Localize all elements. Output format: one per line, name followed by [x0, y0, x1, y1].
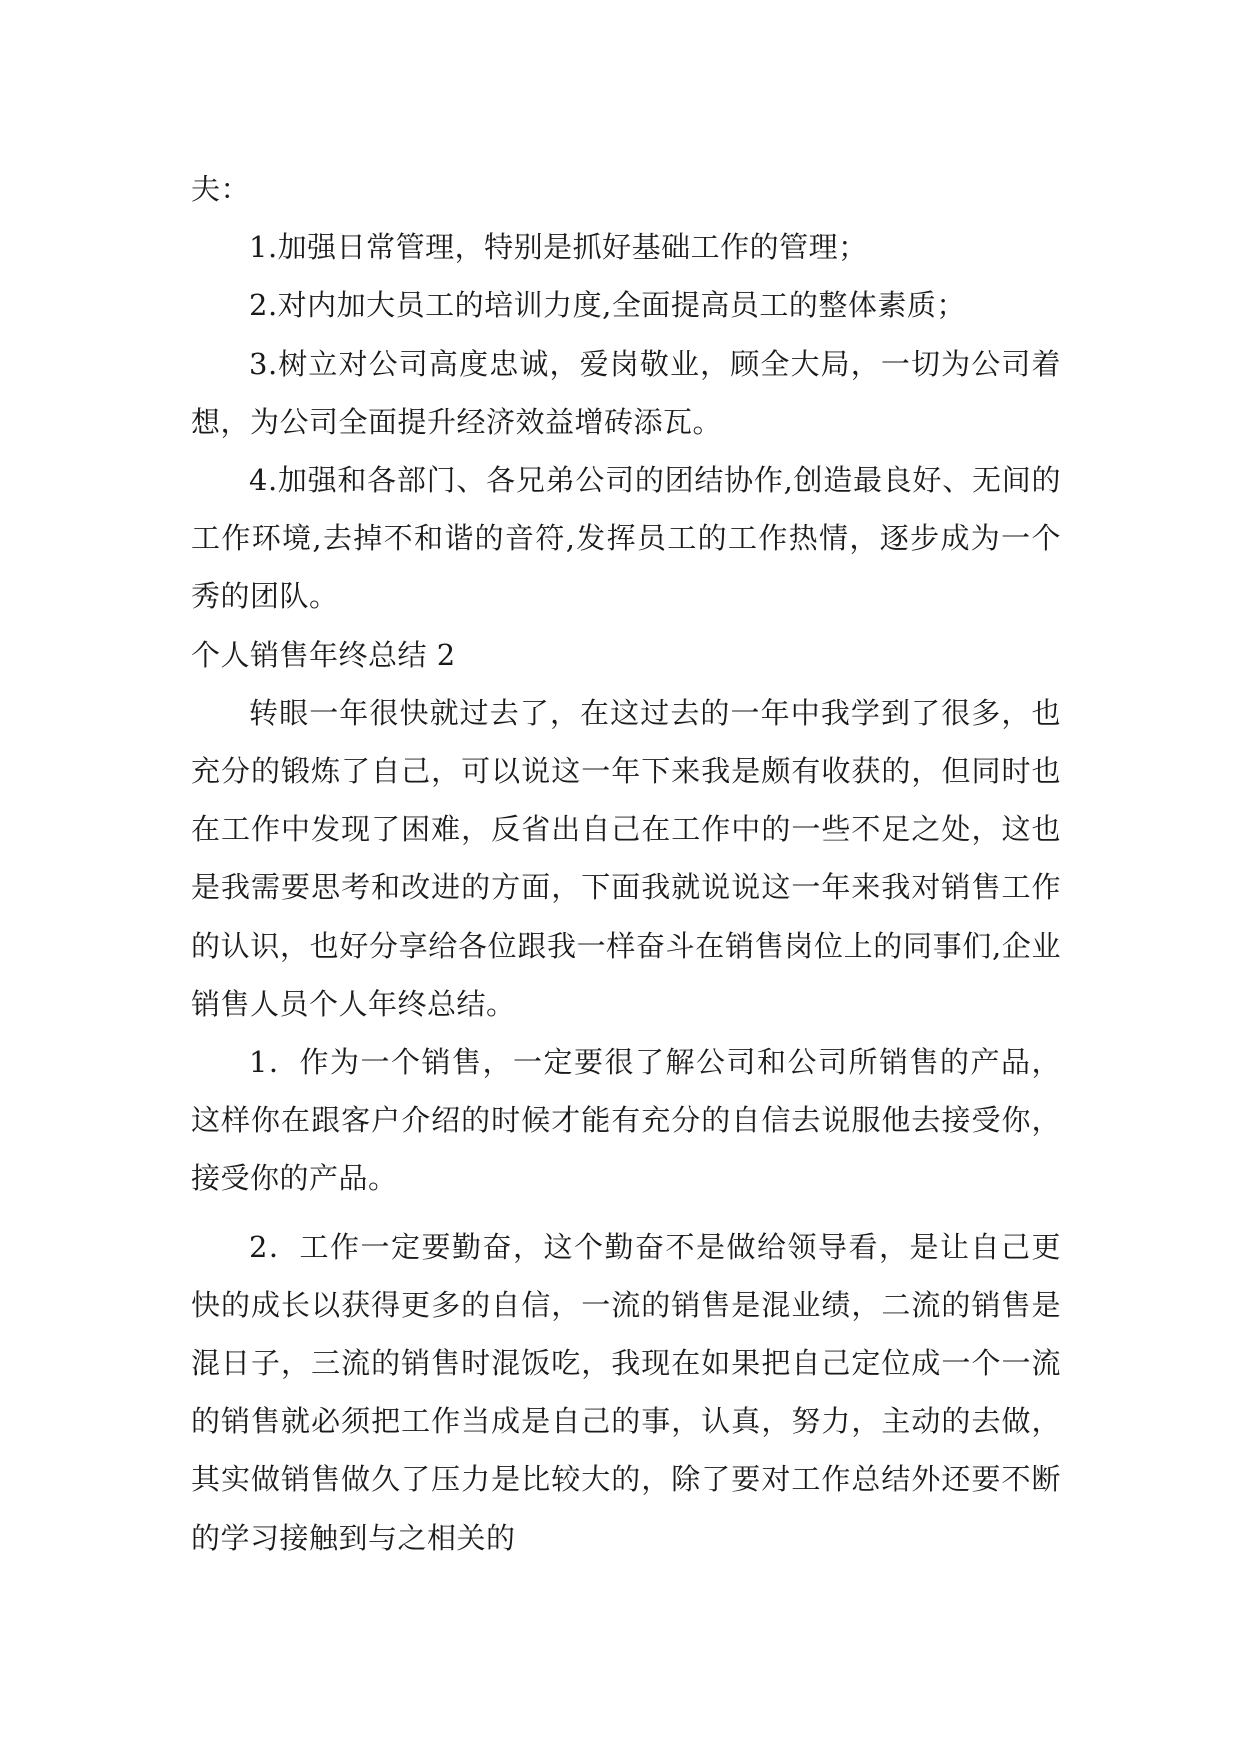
list-item-3: 3.树立对公司高度忠诚，爱岗敬业，顾全大局，一切为公司着想，为公司全面提升经济效益增砖添瓦。 — [191, 346, 1061, 439]
document-body — [191, 160, 1061, 1567]
point-2-paragraph: 2．工作一定要勤奋，这个勤奋不是做给领导看，是让自己更快的成长以获得更多的自信，一流的销售是混业绩，二流的销售是混日子，三流的销售时混饭吃，我现在如果把自己定位成一个一流的销售就必须把工作当成是自己的事，认真，努力，主动的去做，其实做销售做久了压力是比较大的，除了要对工作总结外还要不断的学习接触到与之相关的 — [191, 1229, 1061, 1555]
point-1-paragraph: 1．作为一个销售，一定要很了解公司和公司所销售的产品，这样你在跟客户介绍的时候才能有充分的自信去说服他去接受你，接受你的产品。 — [191, 1045, 1061, 1196]
list-item-2: 2.对内加大员工的培训力度,全面提高员工的整体素质； — [249, 288, 966, 323]
paragraph-continuation: 夫： — [191, 172, 251, 206]
list-item-4: 4.加强和各部门、各兄弟公司的团结协作,创造最良好、无间的工作环境,去掉不和谐的音符,发挥员工的工作热情，逐步成为一个秀的团队。 — [191, 463, 1061, 614]
list-item-1: 1.加强日常管理，特别是抓好基础工作的管理； — [249, 230, 868, 265]
intro-paragraph: 转眼一年很快就过去了，在这过去的一年中我学到了很多，也充分的锻炼了自己，可以说这一年下来我是颇有收获的，但同时也在工作中发现了困难，反省出自己在工作中的一些不足之处，这也是我需要思考和改进的方面，下面我就说说这一年来我对销售工作的认识，也好分享给各位跟我一样奋斗在销售岗位上的同事们,企业销售人员个人年终总结。 — [191, 695, 1061, 1021]
section-heading: 个人销售年终总结 2 — [191, 637, 456, 672]
